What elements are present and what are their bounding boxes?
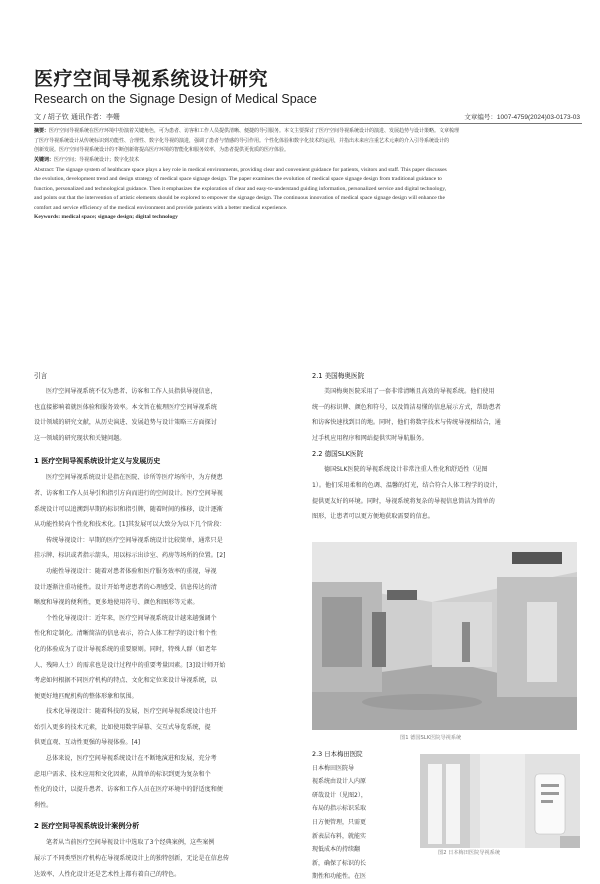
- signage-illustration: [420, 754, 580, 848]
- abstract-zh: 摘要：医疗空间导视系统在医疗环境中扮演着关键角色，可为患者、访客和工作人员提供清晰、便捷的导引服务。本文主要探讨了医疗空间导视系统设计的演进、发展趋势与设计策略。文章梳理 了医疗导视系统设计从传统标识到功能性、合理性、数字化导视的演进，强调了患者与情感的导引作用。个性化体验和数字化技术的运用，并指出未来应注重艺术元素的介入引导系统设计的 创新发展。医疗空间导视系统设计的不断创新将提高医疗环境的智能化和服务效率，为患者提供更优质的医疗体验。 关键词：医疗空间；导视系统设计；数字化技术: [34, 128, 460, 163]
- article-number: 文章编号：1007-4759(2024)03-0173-03: [464, 114, 580, 121]
- right-column: 2.1 美国梅奥医院 美国梅奥医院采用了一套非常清晰且高效的导视系统。他们使用 统一的标识牌、颜色和符号，以及简洁易懂的信息展示方式，帮助患者 和访客快速找到目的地。同时，他们将数字技术与传统导视相结合，通 过手机应用程序和网站提供实时导航服务。 2.2 德国SLK医院 德国SLK医院的导视系统设计非常注重人性化和舒适性（见图 1）。他们采用柔和的色调、温馨的灯光，结合符合人体工程学的设计， 提供更友好的环境。同时，导视系统将复杂的导视信息简洁为简单的 图形，让患者可以更方便地获取需要的信息。: [312, 368, 577, 525]
- section21-heading: 2.1 美国梅奥医院: [312, 372, 365, 380]
- section1-heading: 1 医疗空间导视系统设计定义与发展历史: [34, 457, 161, 466]
- figure1-caption: 图1 德国SLK医院导视系统: [400, 735, 462, 741]
- paper-title-en: Research on the Signage Design of Medical Space: [34, 92, 317, 106]
- corridor-illustration: [312, 542, 577, 730]
- left-column: 引言 医疗空间导视系统不仅为患者、访客和工作人员指供导视信息， 也直接影响着就医体验和服务效率。本文旨在梳理医疗空间导视系统 设计领域的研究文献，从历史演进、发展趋势与设计策略三方面探讨 这一领域的研究现状和关键问题。 1 医疗空间导视系统设计定义与发展历史 医疗空间导视系统设计是指在医院、诊所等医疗场所中，为方便患 者、访客和工作人员导引和指引方向而进行的空间设计。医疗空间导视 系统设计可以追溯到早期的标识和指引牌，随着时间的推移，设计逐渐 从功能性转向个性化和技术化。[1]其发展可以大致分为以下几个阶段： 传统导视设计：早期的医疗空间导视系统设计比较简单，通常只是 挂示牌、标识或者指示箭头，用以标示出诊室、药房等场所的位置。[2] 功能性导视设计：随着对患者体验和医疗服务效率的重视，导视 设计逐渐注重功能性。设计开始考虑患者的心理感受、信息传达的清 晰度和导视的便利性，更多地使用符号、颜色和图形等元素。 个性化导视设计：近年来，医疗空间导视系统设计越来越强调个 性化和定制化。清晰简洁的信息表示，符合人体工程学的设计和个性 化的体验成为了设计导视系统的重要原则。同时，特殊人群（如老年 人、残障人士）的需求也是设计过程中的重要考量因素。[3]设计师开始 考虑如何根据不同医疗机构的特点、文化和定位来设计导视系统，以 便更好地匹配机构的整体形象和氛围。 技术化导视设计：随着科技的发展，医疗空间导视系统设计也开 始引入更多的技术元素，比如使用数字屏幕、交互式导览系统，提 供更直观、互动性更强的导视体验。[4] 总体来说，医疗空间导视系统设计在不断地演进和发展，充分考 虑用户需求、技术应用和文化因素，从简单的标识到更为复杂和个 性化的设计，以提升患者、访客和工作人员在医疗环境中的舒适度和便 利性。 2 医疗空间导视系统设计案例分析 笔者从当前医疗空间导视设计中选取了3个经典案例，这些案例 展示了不同类型医疗机构在导视系统设计上的独特创新，无论是在信息传 达效率、人性化设计还是艺术性上都有着自己的特色。: [34, 368, 299, 882]
- figure2-caption: 图2 日本梅田医院导视系统: [438, 850, 501, 856]
- section22-heading: 2.2 德国SLK医院: [312, 450, 364, 459]
- authors: 文 / 胡子钦 通讯作者：李姗: [34, 113, 121, 121]
- figure2-photo: [420, 754, 580, 848]
- section23-text: 2.3 日本梅田医院 日本梅田医院导 视系统由设计人内原 研哉设计（见图2）， 布局的指示标识采取 日方便管理，只需更 新表层布料，就能实 现低成本的持续翻 新，确保了标识的长 期性和功能性。在医: [312, 750, 367, 881]
- intro-heading: 引言: [34, 372, 48, 380]
- figure1-photo: [312, 542, 577, 730]
- abstract-en: Abstract: The signage system of healthcare space plays a key role in medical environments, providing clear and convenient guidance for patients, visitors and staff. This paper discusses the evolution, development trend and design strategy of medical space signage design. The paper examines the evolution of medical space signage design from traditional guidance to function, personalized and technological guidance. Then it emphasizes the exploration of clear and easy-to-understand guiding information, personalized service and digital technology, and points out that the intervention of artistic elements should be explored to empower the signage design. The continuous innovation of medical space signage design will enhance the comfort and service efficiency of the medical environment and provide patients with a better medical experience. Keywords: medical space; signage design; digital technology: [34, 167, 447, 221]
- header-divider: [34, 123, 582, 124]
- paper-title: 医疗空间导视系统设计研究: [34, 68, 269, 90]
- section2-heading: 2 医疗空间导视系统设计案例分析: [34, 822, 140, 831]
